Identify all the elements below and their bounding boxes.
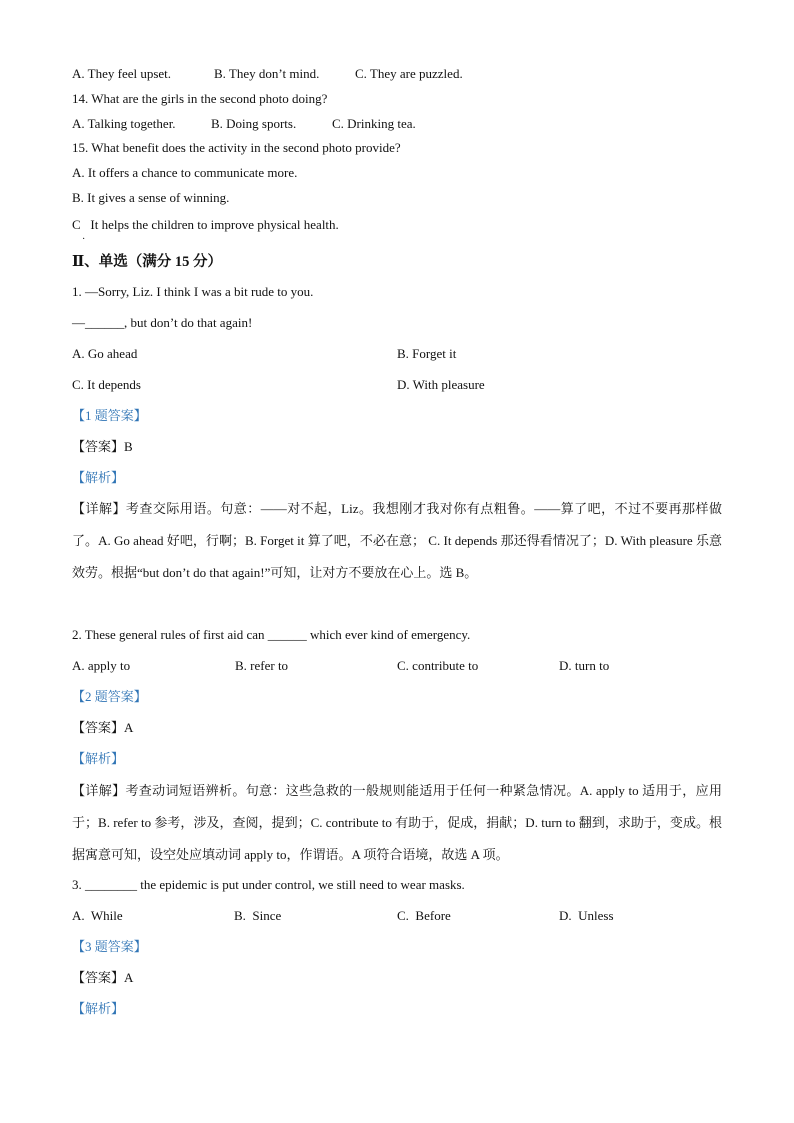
q1-analysis-label: 【解析】 [72,470,125,485]
q2-option-d: D. turn to [559,658,610,673]
q2-option-b: B. refer to [235,658,289,673]
q13-option-a: A. They feel upset. [72,66,172,81]
q1-stem-line1: 1. —Sorry, Liz. I think I was a bit rude to you. [72,284,314,299]
stray-dot: · [82,234,86,245]
q2-option-a: A. apply to [72,658,131,673]
q1-detail: 【详解】考查交际用语。句意：——对不起，Liz。我想刚才我对你有点粗鲁。——算了吧，不过不要再那样做了。A. Go ahead 好吧，行啊；B. Forget it 算了吧，不必在意； C. It depends 那还得看情况了；D. With pleasure 乐意效劳。根据“but don’t do that again!”可知，让对方不要放在心上。选 B。 [72,501,722,580]
q2-stem: 2. These general rules of first aid can ______ which ever kind of emergency. [72,627,471,642]
q15-option-b: B. It gives a sense of winning. [72,190,230,205]
q15-option-c: C It helps the children to improve physical health. [72,217,339,232]
q2-analysis-label: 【解析】 [72,751,125,766]
q14-stem: 14. What are the girls in the second photo doing? [72,91,328,106]
section-title: Ⅱ、单选（满分 15 分） [72,254,222,270]
q15-option-a: A. It offers a chance to communicate more. [72,165,298,180]
q3-option-a: A. While [72,908,123,923]
q3-answer: 【答案】A [72,970,134,985]
q1-answer-heading: 【1 题答案】 [72,408,147,423]
q3-option-c: C. Before [397,908,451,923]
q14-option-c: C. Drinking tea. [332,116,416,131]
q3-answer-heading: 【3 题答案】 [72,939,147,954]
q14-option-a: A. Talking together. [72,116,176,131]
q1-option-c: C. It depends [72,377,141,392]
q1-option-d: D. With pleasure [397,377,485,392]
q2-detail: 【详解】考查动词短语辨析。句意：这些急救的一般规则能适用于任何一种紧急情况。A. apply to 适用于，应用于；B. refer to 参考，涉及，查阅，提到；C. contribute to 有助于，促成，捐献；D. turn to 翻到，求助于，变成。根据寓意可知，设空处应填动词 apply to，作谓语。A 项符合语境，故选 A 项。 [72,783,722,862]
q1-answer: 【答案】B [72,439,133,454]
q1-option-b: B. Forget it [397,346,457,361]
q13-option-b: B. They don’t mind. [214,66,320,81]
q3-stem: 3. ________ the epidemic is put under control, we still need to wear masks. [72,877,465,892]
q3-option-d: D. Unless [559,908,614,923]
q1-stem-line2: —______, but don’t do that again! [72,315,253,330]
q13-option-c: C. They are puzzled. [355,66,463,81]
q3-analysis-label: 【解析】 [72,1001,125,1016]
q2-answer-heading: 【2 题答案】 [72,689,147,704]
q14-option-b: B. Doing sports. [211,116,297,131]
q2-answer: 【答案】A [72,720,134,735]
q3-option-b: B. Since [234,908,282,923]
q1-option-a: A. Go ahead [72,346,138,361]
q2-option-c: C. contribute to [397,658,479,673]
q15-stem: 15. What benefit does the activity in the second photo provide? [72,140,401,155]
